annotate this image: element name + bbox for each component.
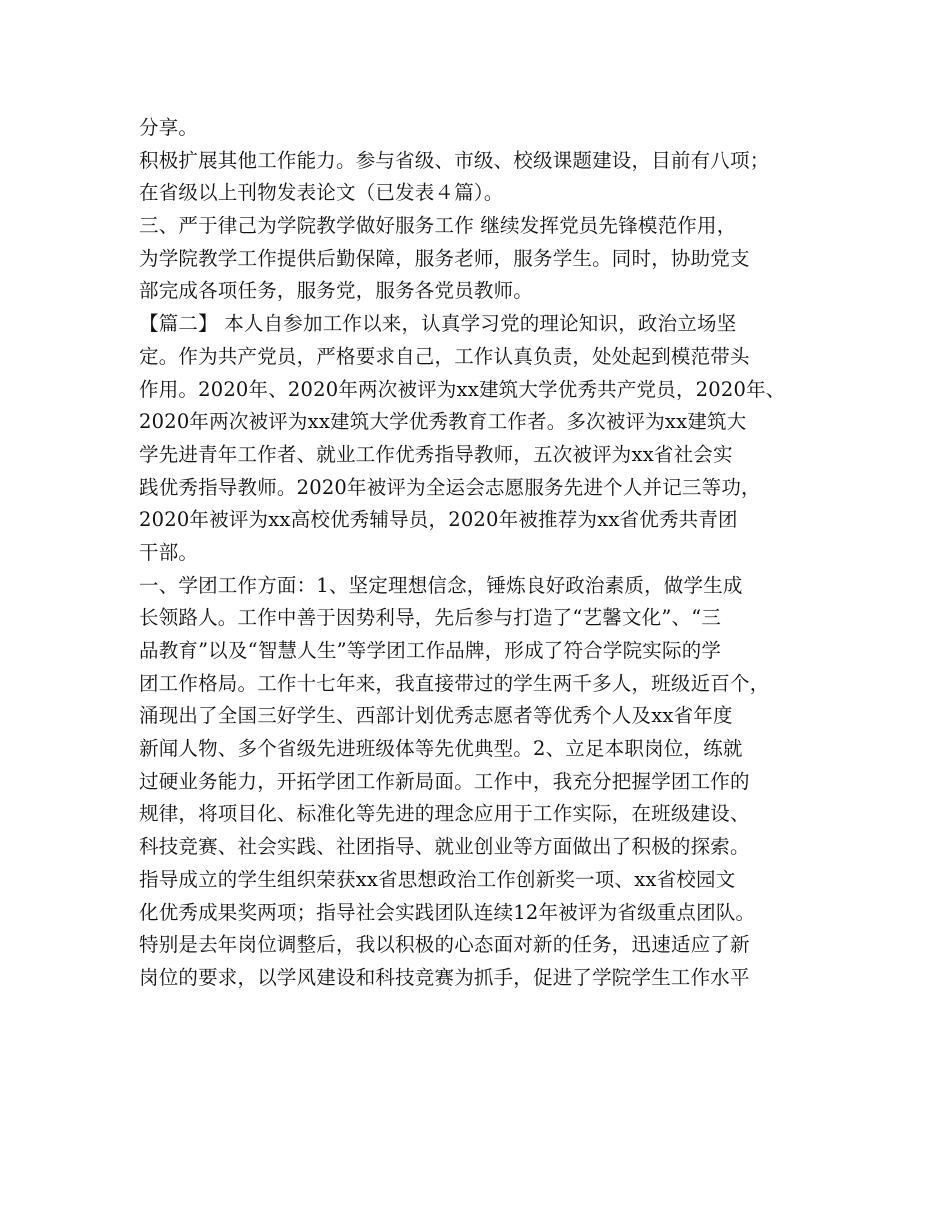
section-heading-line: 三、严于律己为学院教学做好服务工作 继续发挥党员先锋模范作用，: [139, 214, 737, 238]
document-body: [139, 112, 839, 995]
text-line: 品教育”以及“智慧人生”等学团工作品牌，形成了符合学院实际的学: [139, 639, 722, 662]
text-line: 化优秀成果奖两项；指导社会实践团队连续12年被评为省级重点团队。: [139, 900, 756, 924]
text-line: 践优秀指导教师。2020年被评为全运会志愿服务先进个人并记三等功，: [139, 475, 761, 499]
text-line: 分享。: [139, 116, 199, 139]
section-heading-line: 一、学团工作方面：1、坚定理想信念，锤炼良好政治素质，做学生成: [139, 573, 743, 597]
text-line: 作用。2020年、2020年两次被评为xx建筑大学优秀共产党员，2020年、: [139, 377, 786, 401]
chapter-heading-line: 【篇二】 本人自参加工作以来，认真学习党的理论知识，政治立场坚: [139, 312, 737, 336]
text-line: 指导成立的学生组织荣获xx省思想政治工作创新奖一项、xx省校园文: [139, 867, 736, 891]
text-line: 2020年两次被评为xx建筑大学优秀教育工作者。多次被评为xx建筑大: [139, 410, 747, 434]
text-line: 定。作为共产党员，严格要求自己，工作认真负责，处处起到模范带头: [139, 344, 750, 368]
text-line: 新闻人物、多个省级先进班级体等先优典型。2、立足本职岗位，练就: [139, 737, 743, 761]
text-line: 为学院教学工作提供后勤保障，服务老师，服务学生。同时，协助党支: [139, 246, 750, 270]
text-line: 干部。: [139, 540, 199, 564]
text-line: 岗位的要求，以学风建设和科技竞赛为抓手，促进了学院学生工作水平: [139, 965, 750, 989]
text-line: 部完成各项任务，服务党，服务各党员教师。: [139, 279, 534, 303]
text-line: 积极扩展其他工作能力。参与省级、市级、校级课题建设，目前有八项；: [139, 148, 770, 172]
text-line: 团工作格局。工作十七年来，我直接带过的学生两千多人，班级近百个，: [139, 671, 770, 695]
text-line: 科技竞赛、社会实践、社团指导、就业创业等方面做出了积极的探索。: [139, 835, 750, 859]
text-line: 特别是去年岗位调整后，我以积极的心态面对新的任务，迅速适应了新: [139, 933, 750, 957]
text-line: 2020年被评为xx高校优秀辅导员，2020年被推荐为xx省优秀共青团: [139, 508, 738, 532]
text-line: 过硬业务能力，开拓学团工作新局面。工作中，我充分把握学团工作的: [139, 769, 750, 793]
text-line: 长领路人。工作中善于因势利导，先后参与打造了“艺馨文化”、“三: [139, 606, 722, 630]
text-line: 规律，将项目化、标准化等先进的理念应用于工作实际，在班级建设、: [139, 802, 750, 826]
text-line: 学先进青年工作者、就业工作优秀指导教师，五次被评为xx省社会实: [139, 442, 733, 466]
text-line: 涌现出了全国三好学生、西部计划优秀志愿者等优秀个人及xx省年度: [139, 704, 733, 728]
text-line: 在省级以上刊物发表论文（已发表４篇）。: [139, 181, 504, 205]
